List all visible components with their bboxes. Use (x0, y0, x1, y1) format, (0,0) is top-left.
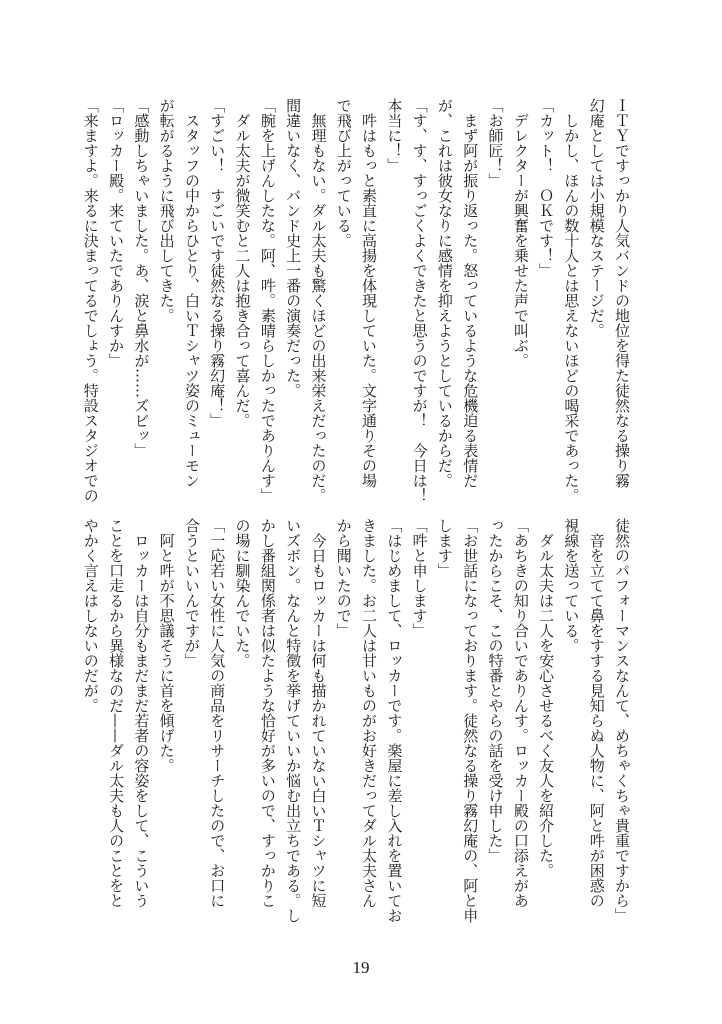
text-column: 「すごい！ すごいです徒然なる操り霧幻庵！」 (208, 98, 227, 428)
page-number: 19 (352, 958, 370, 977)
text-column: ことを口走るから異様なのだ——ダル太夫も人のことをと (107, 518, 126, 908)
text-column: します」 (435, 518, 454, 578)
text-column: 「あちきの知り合いでありんす。ロッカー殿の口添えがあ (511, 518, 530, 908)
text-column: 「お師匠！」 (486, 98, 505, 188)
text-column: から聞いたので」 (334, 518, 353, 638)
text-column: の場に馴染んでいた。 (233, 518, 252, 668)
text-column: スタッフの中からひとり、白いＴシャツ姿のミューモン (182, 98, 201, 488)
text-column: 阿と吽が不思議そうに首を傾げた。 (157, 518, 176, 773)
text-column: 幻庵としては小規模なステージだ。 (587, 98, 606, 338)
text-column: ロッカーは自分もまだまだ若者の容姿をして、こういう (132, 518, 151, 908)
text-column: 徒然のパフォーマンスなんて、めちゃくちゃ貴重ですから」 (613, 518, 631, 923)
text-column: きました。お二人は甘いものがお好きだってダル太夫さん (360, 518, 379, 908)
text-column: ったからこそ、この特番とやらの話を受け申した」 (486, 518, 505, 863)
text-column: 音を立てて鼻をすする見知らぬ人物に、阿と吽が困惑の (587, 518, 606, 908)
text-column: かし番組関係者は似たような恰好が多いので、すっかりこ (258, 518, 277, 908)
text-column: 無理もない。ダル太夫も驚くほどの出来栄えだったのだ。 (309, 98, 328, 503)
text-column: 「腕を上げんしたな。阿、吽。素晴らしかったでありんす」 (258, 98, 277, 503)
text-column: が、これは彼女なりに感情を抑えようとしているからだ。 (435, 98, 454, 488)
text-column: 吽はもっと素直に高揚を体現していた。文字通りその場 (360, 98, 379, 488)
text-column: まず阿が振り返った。怒っているような危機迫る表情だ (461, 98, 480, 488)
text-column: デレクターが興奮を乗せた声で叫ぶ。 (511, 98, 530, 368)
text-column: 「ロッカー殿。来ていたでありんすか」 (107, 98, 126, 368)
text-column: ＩＴＹですっかり人気バンドの地位を得た徒然なる操り霧 (613, 98, 631, 488)
text-column: やかく言えはしないのだが。 (81, 518, 100, 713)
text-column: 「来ますよ。来るに決まってるでしょう。特設スタジオでの (81, 98, 100, 503)
text-column: 「感動しちゃいました。あ、涙と鼻水が……ズビッ」 (132, 98, 151, 458)
text-column: ダル太夫が微笑むと二人は抱き合って喜んだ。 (233, 98, 252, 428)
text-column: 本当に！」 (385, 98, 404, 173)
text-column: 「す、す、すっごくよくできたと思うのですが！ 今日は！ (410, 98, 429, 503)
text-column: ダル太夫は二人を安心させるべく友人を紹介した。 (537, 518, 556, 878)
text-column: 「お世話になっております。徒然なる操り霧幻庵の、阿と申 (461, 518, 480, 923)
text-column: 「吽と申します」 (410, 518, 429, 638)
text-column: 「一応若い女性に人気の商品をリサーチしたので、お口に (208, 518, 227, 908)
text-column: 「カット！ ＯＫです！」 (537, 98, 556, 278)
text-column: 間違いなく、バンド史上一番の演奏だった。 (284, 98, 303, 398)
text-column: が転がるように飛び出してきた。 (157, 98, 176, 323)
bottom-text-block (77, 518, 634, 938)
text-column: 合うといいんですが」 (182, 518, 201, 668)
text-column: 「はじめまして、ロッカーです。楽屋に差し入れを置いてお (385, 518, 404, 923)
text-column: いズボン。なんと特徴を挙げていいか悩む出立ちである。し (284, 518, 303, 923)
top-text-block (77, 98, 634, 503)
text-column: で飛び上がっている。 (334, 98, 353, 248)
text-column: しかし、ほんの数十人とは思えないほどの喝采であった。 (562, 98, 581, 503)
text-column: 今日もロッカーは何も描かれていない白いＴシャツに短 (309, 518, 328, 908)
text-column: 視線を送っている。 (562, 518, 581, 653)
